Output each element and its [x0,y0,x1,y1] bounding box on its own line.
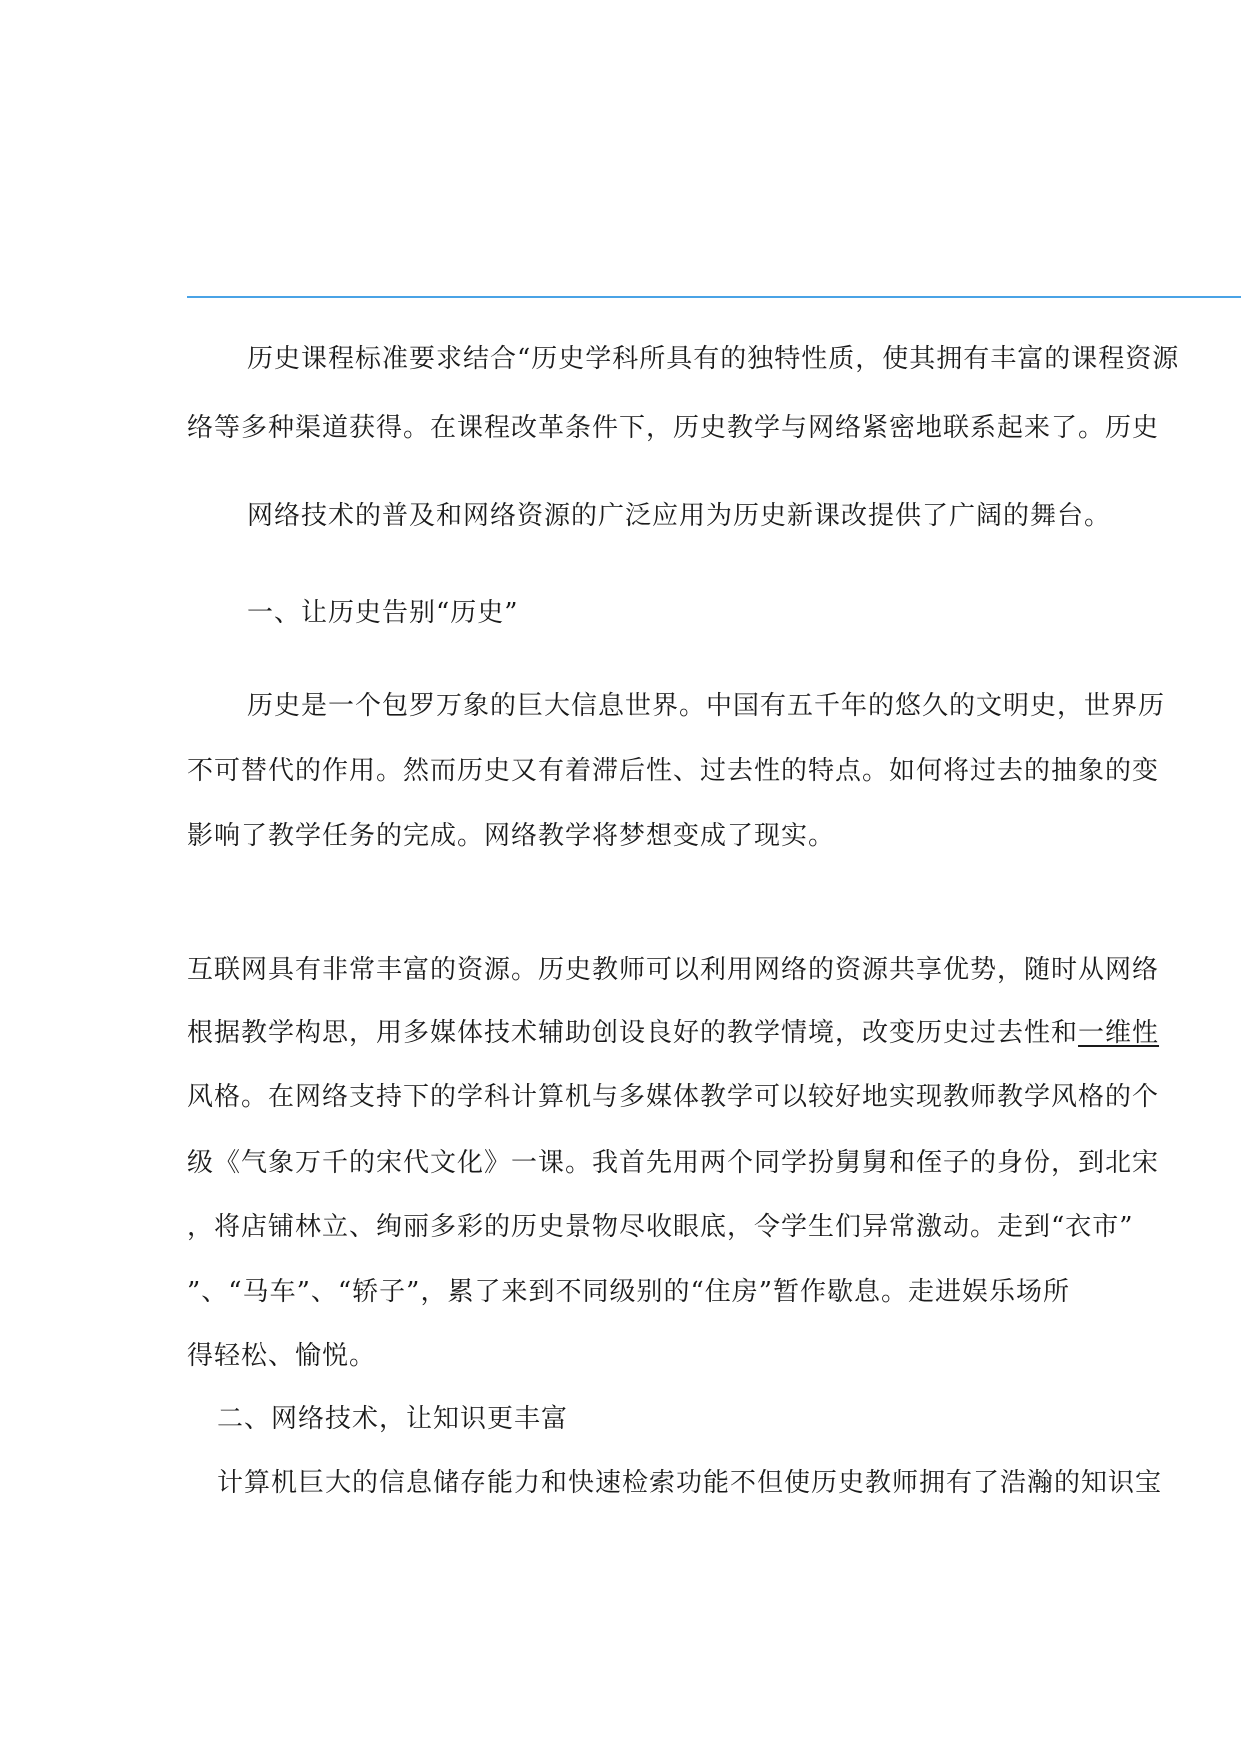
paragraph-3-line-1: 历史是一个包罗万象的巨大信息世界。中国有五千年的悠久的文明史，世界历 [247,691,1166,721]
paragraph-4-line-2-text: 根据教学构思，用多媒体技术辅助创设良好的教学情境，改变历史过去性和 [187,1018,1079,1048]
header-rule [187,296,1241,298]
paragraph-4-line-3: 风格。在网络支持下的学科计算机与多媒体教学可以较好地实现教师教学风格的个 [187,1082,1160,1112]
paragraph-4-line-6: ”、“马车”、“轿子”，累了来到不同级别的“住房”暂作歇息。走进娱乐场所 [187,1277,1071,1307]
paragraph-4-line-1: 互联网具有非常丰富的资源。历史教师可以利用网络的资源共享优势，随时从网络 [187,955,1160,985]
paragraph-3-line-3: 影响了教学任务的完成。网络教学将梦想变成了现实。 [187,821,836,851]
paragraph-4-line-7: 得轻松、愉悦。 [187,1341,377,1371]
underlined-term: 一维性 [1078,1018,1160,1048]
paragraph-4-line-5: ，将店铺林立、绚丽多彩的历史景物尽收眼底，令学生们异常激动。走到“衣市” [187,1212,1134,1242]
paragraph-3-line-2: 不可替代的作用。然而历史又有着滞后性、过去性的特点。如何将过去的抽象的变 [187,756,1160,786]
paragraph-2: 网络技术的普及和网络资源的广泛应用为历史新课改提供了广阔的舞台。 [247,501,1112,531]
paragraph-4-line-2 [187,1017,1159,1049]
paragraph-5: 计算机巨大的信息储存能力和快速检索功能不但使历史教师拥有了浩瀚的知识宝 [217,1468,1163,1498]
section-heading-1: 一、让历史告别“历史” [247,598,519,628]
paragraph-4-line-4: 级《气象万千的宋代文化》一课。我首先用两个同学扮舅舅和侄子的身份，到北宋 [187,1148,1160,1178]
section-heading-2: 二、网络技术，让知识更丰富 [217,1404,569,1434]
paragraph-1-line-2: 络等多种渠道获得。在课程改革条件下，历史教学与网络紧密地联系起来了。历史 [187,413,1160,443]
paragraph-1-line-1: 历史课程标准要求结合“历史学科所具有的独特性质，使其拥有丰富的课程资源 [247,344,1180,374]
